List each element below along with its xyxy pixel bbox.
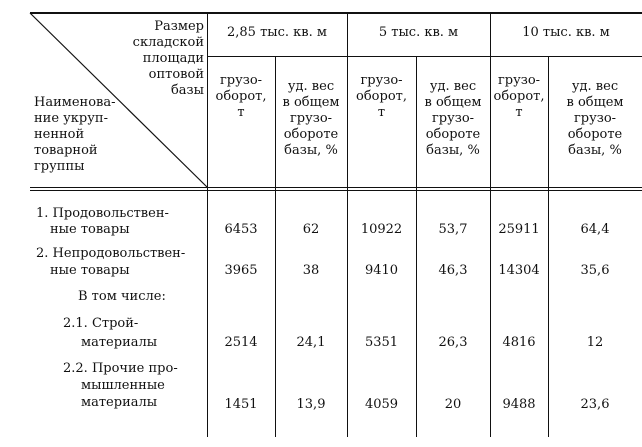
subheader-line: грузо-	[360, 73, 403, 88]
subheader-line: обороте	[283, 127, 339, 142]
table-cell: 4059	[364, 397, 399, 412]
table-cell: 23,6	[580, 397, 610, 412]
corner-top-line: площади	[142, 51, 204, 66]
subheader-line: уд. вес	[429, 79, 477, 94]
corner-top-line: базы	[170, 83, 204, 98]
row-label: материалы	[81, 395, 158, 410]
table-cell: 46,3	[438, 263, 468, 278]
table-cell: 2514	[224, 335, 258, 350]
table-cell: 26,3	[438, 335, 468, 350]
table-cell: 24,1	[296, 335, 326, 350]
corner-bottom-line: группы	[34, 159, 85, 174]
subheader-line: обороте	[425, 127, 481, 142]
corner-top-line: складской	[132, 35, 204, 50]
table-cell: 64,4	[580, 222, 610, 237]
row-label: материалы	[81, 335, 158, 350]
corner-bottom-line: товарной	[34, 143, 98, 158]
subheader-line: уд. вес	[571, 79, 619, 94]
subheader-line: в общем	[282, 95, 340, 110]
subheader-line: в общем	[424, 95, 482, 110]
subheader-line: базы, %	[568, 143, 622, 158]
subheader-line: обороте	[567, 127, 623, 142]
row-label: 2.1. Строй-	[63, 316, 139, 331]
subheader-line: грузо-	[573, 111, 617, 126]
table-cell: 9410	[364, 263, 399, 278]
subheader-line: оборот,	[493, 89, 545, 104]
subheader-line: т	[377, 105, 386, 120]
table-cell: 53,7	[438, 222, 468, 237]
subheader-line: грузо-	[289, 111, 333, 126]
table-cell: 38	[302, 263, 320, 278]
subheader-line: грузо-	[219, 73, 263, 88]
table-cell: 14304	[498, 263, 540, 278]
corner-bottom-line: Наименова-	[34, 95, 116, 110]
table-cell: 10922	[360, 222, 403, 237]
subheader-line: уд. вес	[287, 79, 335, 94]
row-label: 1. Продовольствен-	[36, 206, 169, 221]
row-label: 2. Непродовольствен-	[36, 246, 186, 261]
subheader-line: оборот,	[215, 89, 267, 104]
corner-bottom-line: ненной	[34, 127, 85, 142]
table-cell: 4816	[502, 335, 536, 350]
corner-top-line: Размер	[154, 19, 204, 34]
table-cell: 20	[444, 397, 462, 412]
row-label: ные товары	[50, 263, 130, 278]
row-label: мышленные	[81, 378, 165, 393]
corner-top-line: оптовой	[148, 67, 204, 82]
subheader-line: грузо-	[431, 111, 475, 126]
row-label: 2.2. Прочие про-	[63, 361, 178, 376]
table-cell: 12	[586, 335, 604, 350]
table-cell: 13,9	[296, 397, 326, 412]
size-header: 2,85 тыс. кв. м	[227, 25, 327, 40]
size-header: 5 тыс. кв. м	[378, 25, 459, 40]
subheader-line: базы, %	[284, 143, 338, 158]
table-cell: 35,6	[580, 263, 610, 278]
table-cell: 6453	[224, 222, 258, 237]
table-cell: 9488	[502, 397, 536, 412]
subheader-line: грузо-	[497, 73, 541, 88]
table-cell: 25911	[498, 222, 540, 237]
subheader-line: т	[237, 105, 245, 120]
subheader-line: т	[515, 105, 523, 120]
row-label: ные товары	[50, 222, 130, 237]
size-header: 10 тыс. кв. м	[522, 25, 610, 40]
subheader-line: в общем	[566, 95, 624, 110]
table-cell: 1451	[224, 397, 258, 412]
table-cell: 3965	[224, 263, 258, 278]
table-cell: 62	[302, 222, 320, 237]
table-cell: 5351	[364, 335, 399, 350]
corner-bottom-line: ние укруп-	[34, 111, 108, 126]
row-label: В том числе:	[78, 289, 166, 304]
subheader-line: базы, %	[426, 143, 480, 158]
subheader-line: оборот,	[356, 89, 407, 104]
